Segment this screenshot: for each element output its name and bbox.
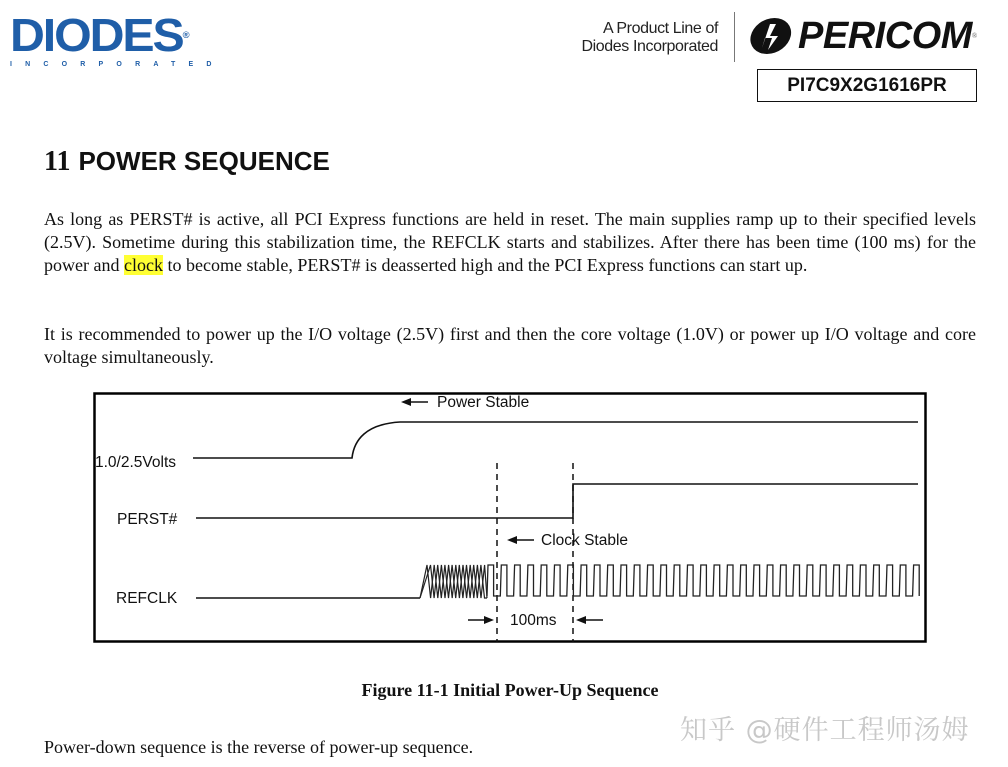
- signal-label-refclk: REFCLK: [116, 590, 178, 607]
- clock-stable-arrow-icon: [507, 536, 534, 544]
- power-stable-arrow-icon: [401, 398, 428, 406]
- refclk-stable-waveform: [487, 565, 919, 596]
- diodes-logo-subtitle: INCORPORATED: [10, 61, 225, 68]
- highlighted-word: clock: [123, 255, 163, 275]
- signal-label-voltage: 1.0/2.5Volts: [95, 454, 177, 471]
- section-heading: POWER SEQUENCE: [78, 146, 330, 176]
- refclk-unstable-waveform: [420, 565, 487, 598]
- registered-mark: ®: [971, 32, 978, 40]
- figure-caption: Figure 11-1 Initial Power-Up Sequence: [361, 680, 659, 700]
- part-number-box: PI7C9X2G1616PR: [757, 69, 977, 102]
- product-line-1: A Product Line of: [602, 20, 718, 37]
- section-number: 11: [44, 146, 71, 177]
- paragraph-recommendation: It is recommended to power up the I/O voltage (2.5V) first and then the core voltage (1.0V) or power up I/O voltage and core voltage simultaneously.: [44, 324, 976, 367]
- diodes-logo-text: DIODES: [10, 9, 183, 61]
- interval-label: 100ms: [510, 612, 557, 629]
- signal-label-perst: PERST#: [117, 511, 178, 528]
- power-stable-label: Power Stable: [437, 394, 530, 411]
- interval-arrow-right-icon: [468, 616, 494, 624]
- clock-stable-label: Clock Stable: [541, 532, 629, 549]
- product-line-2: Diodes Incorporated: [581, 38, 718, 55]
- perst-waveform: [196, 484, 918, 518]
- registered-mark: ®: [182, 30, 188, 40]
- paragraph-text: to become stable, PERST# is deasserted high and the PCI Express functions can start up.: [162, 255, 808, 275]
- pericom-logo-text: PERICOM: [798, 14, 972, 57]
- interval-arrow-left-icon: [576, 616, 603, 624]
- watermark: 知乎 @硬件工程师汤姆: [680, 715, 970, 746]
- paragraph-text: As long as PERST# is active, all PCI Express functions are held in reset. The main supplies ramp up to their specified levels (2.5V). Sometime during this stabilization time, the REFCLK starts and stabilizes. After there has been time (100 ms) for the power and: [44, 209, 976, 275]
- voltage-waveform: [193, 422, 918, 458]
- paragraph-power-down: Power-down sequence is the reverse of power-up sequence.: [44, 737, 474, 757]
